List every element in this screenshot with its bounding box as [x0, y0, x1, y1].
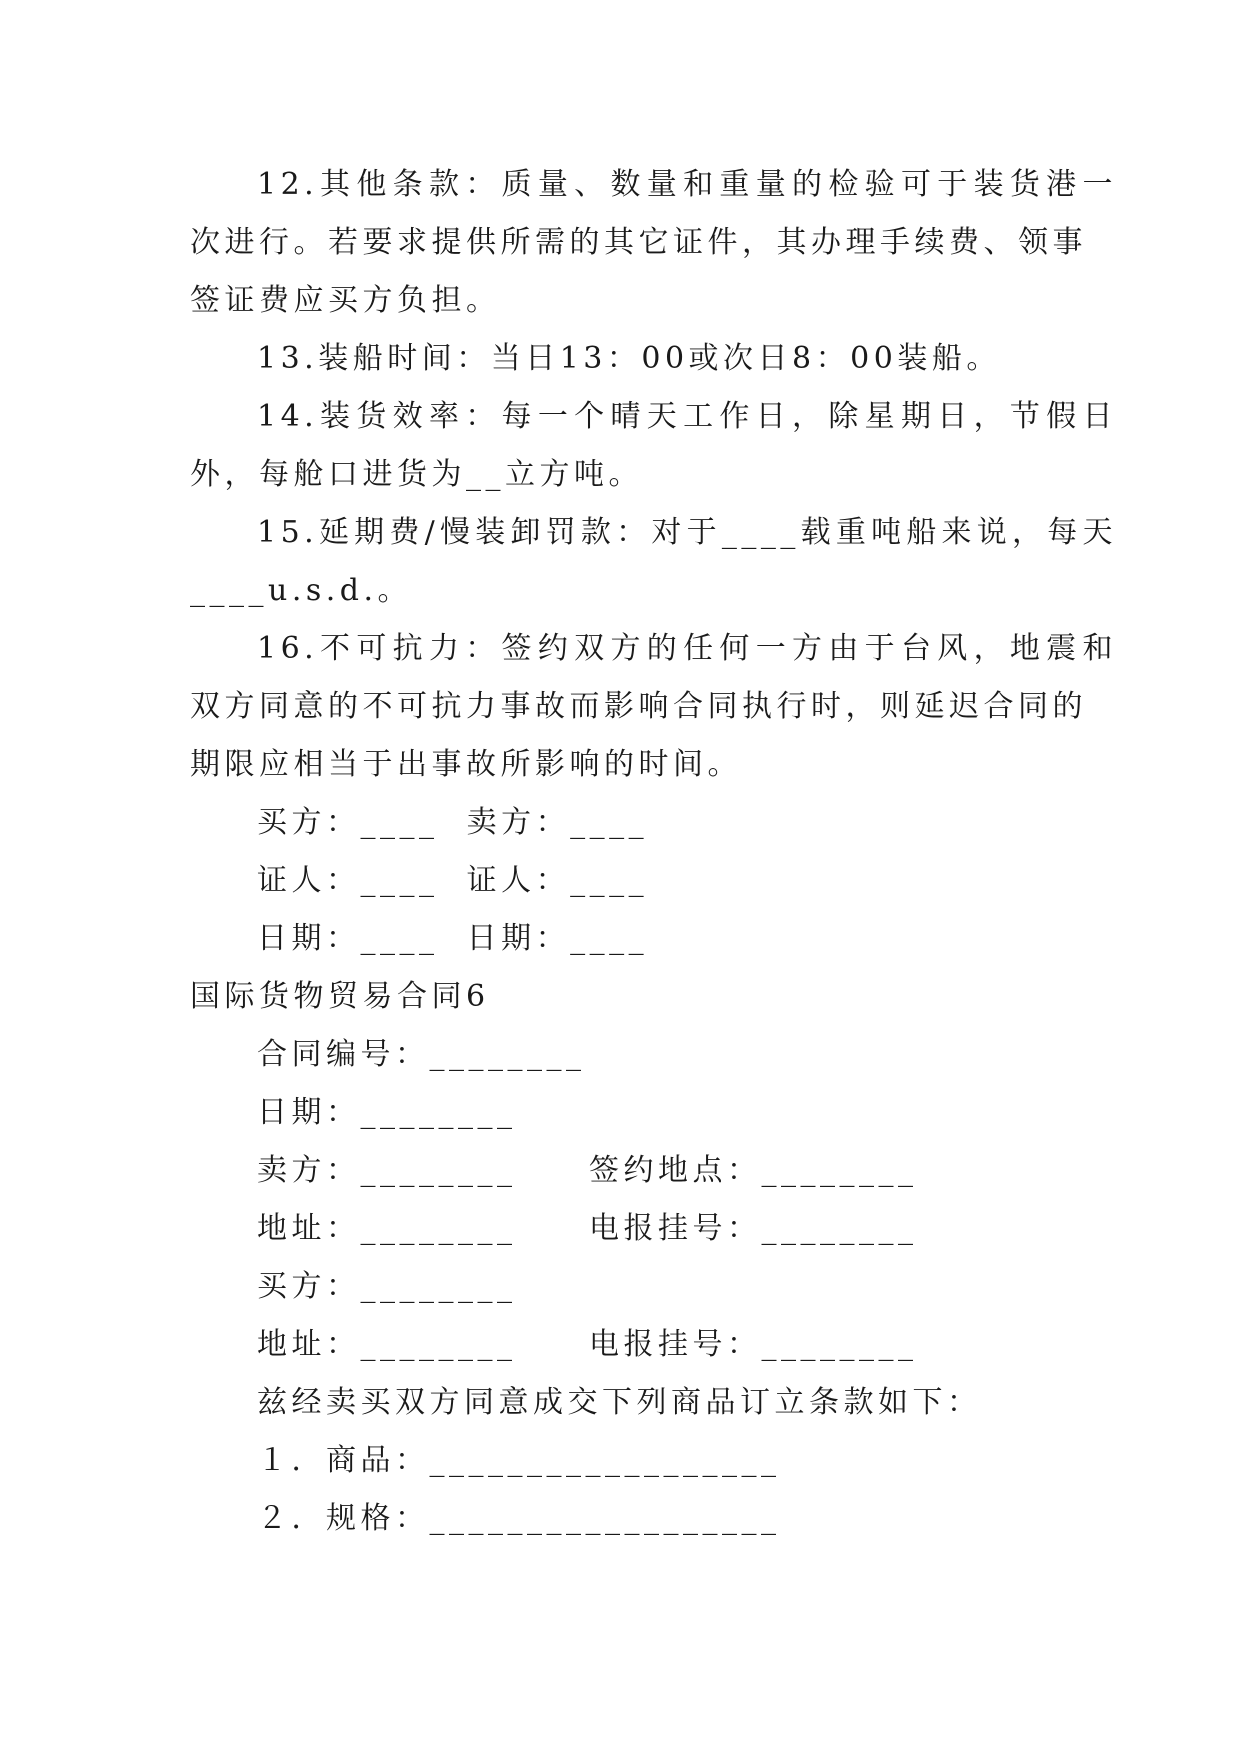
clause-14-line-2: 外，每舱口进货为__立方吨。: [190, 457, 643, 492]
clause-14-line-1: 14.装货效率：每一个晴天工作日，除星期日，节假日: [257, 399, 1117, 434]
item-1-commodity: １．商品：__________________: [257, 1443, 781, 1478]
clause-12-line-3: 签证费应买方负担。: [190, 283, 501, 318]
contract-number-field: 合同编号：________: [257, 1037, 586, 1072]
sign-place-field: 签约地点：________: [589, 1153, 918, 1188]
signature-buyer-seller: 买方：____ 卖方：____: [257, 805, 649, 840]
buyer-address-field: 地址：________: [257, 1327, 517, 1362]
contract-intro: 兹经卖买双方同意成交下列商品订立条款如下：: [257, 1385, 982, 1420]
item-2-specification: ２．规格：__________________: [257, 1501, 781, 1536]
seller-cable-field: 电报挂号：________: [589, 1211, 918, 1246]
clause-16-line-2: 双方同意的不可抗力事故而影响合同执行时，则延迟合同的: [190, 689, 1087, 724]
clause-16-line-3: 期限应相当于出事故所影响的时间。: [190, 747, 742, 782]
buyer-field: 买方：________: [257, 1269, 517, 1304]
contract-date-field: 日期：________: [257, 1095, 517, 1130]
clause-16-line-1: 16.不可抗力：签约双方的任何一方由于台风，地震和: [257, 631, 1117, 666]
buyer-cable-field: 电报挂号：________: [589, 1327, 918, 1362]
seller-address-field: 地址：________: [257, 1211, 517, 1246]
clause-13-line-1: 13.装船时间：当日13：00或次日8：00装船。: [257, 341, 1001, 376]
clause-12-line-1: 12.其他条款：质量、数量和重量的检验可于装货港一: [257, 167, 1117, 202]
signature-witnesses: 证人：____ 证人：____: [257, 863, 649, 898]
clause-12-line-2: 次进行。若要求提供所需的其它证件，其办理手续费、领事: [190, 225, 1087, 260]
contract-6-title: 国际货物贸易合同6: [190, 979, 490, 1014]
seller-field: 卖方：________: [257, 1153, 517, 1188]
signature-dates: 日期：____ 日期：____: [257, 921, 649, 956]
clause-15-line-2: ____u.s.d.。: [190, 573, 413, 608]
clause-15-line-1: 15.延期费/慢装卸罚款：对于____载重吨船来说，每天: [257, 515, 1117, 550]
